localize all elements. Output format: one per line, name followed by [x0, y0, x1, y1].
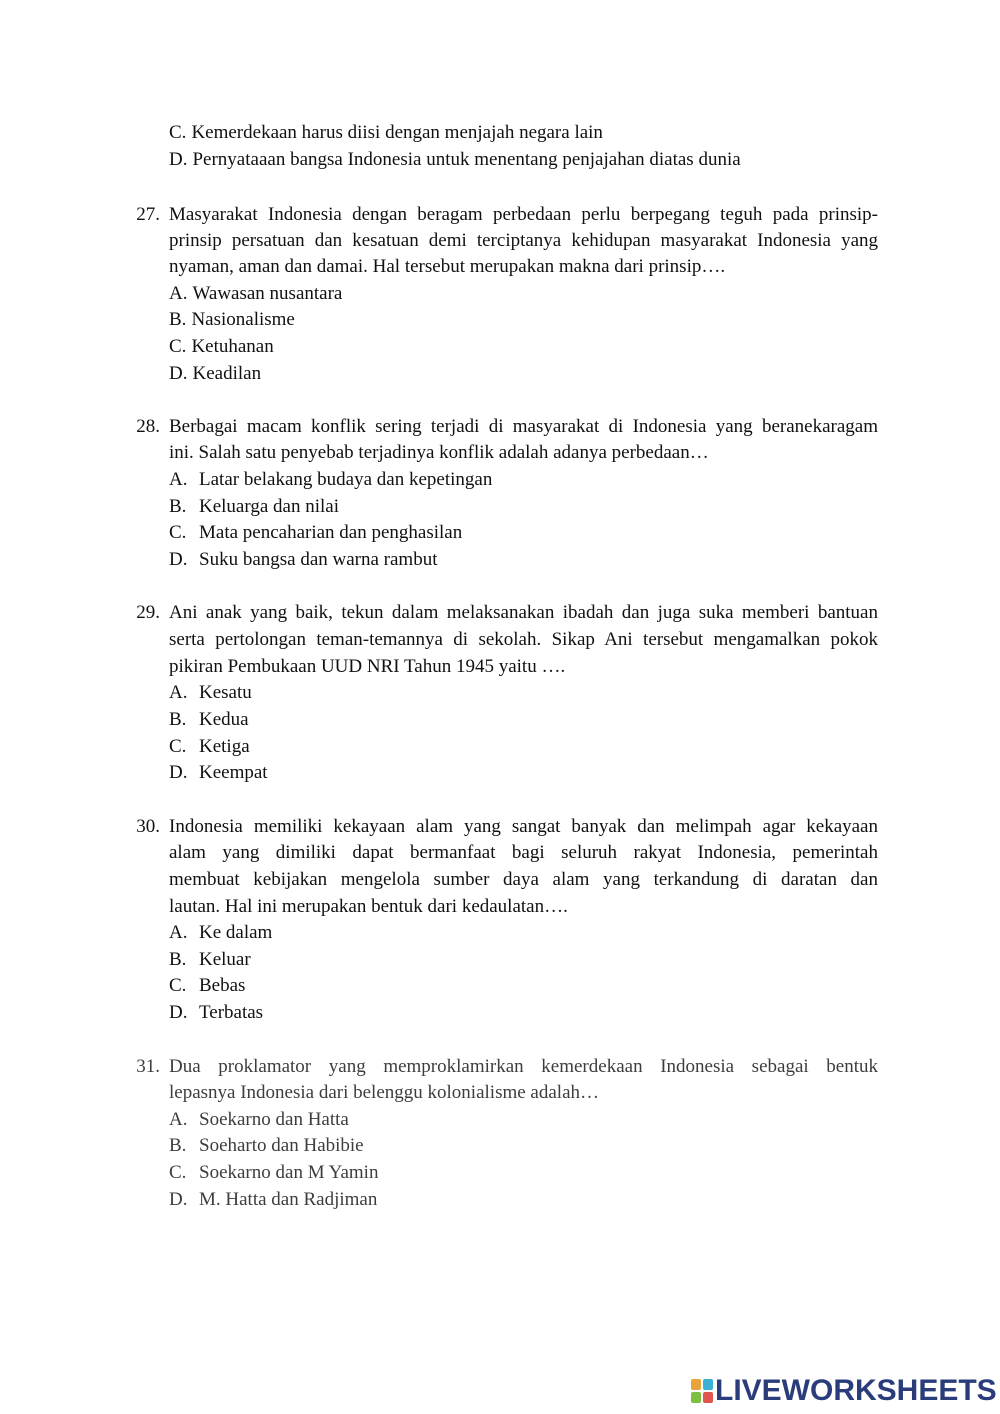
- option-d[interactable]: [169, 361, 261, 387]
- option-text: Soekarno dan M Yamin: [199, 1162, 379, 1183]
- option-letter: D.: [169, 762, 188, 783]
- logo-wordmark: LIVEWORKSHEETS: [715, 1374, 997, 1407]
- option-letter: A.: [169, 922, 188, 943]
- question-number: 28.: [136, 416, 160, 437]
- option-b[interactable]: [169, 947, 251, 973]
- option-d[interactable]: [169, 760, 268, 786]
- option-text: Mata pencaharian dan penghasilan: [199, 522, 463, 543]
- option-d[interactable]: [169, 1187, 377, 1213]
- carryover-option-d: [169, 147, 741, 173]
- option-text: Keluar: [199, 949, 251, 970]
- question-text-line: alam yang dimiliki dapat bermanfaat bagi seluruh rakyat Indonesia, pemerintah: [169, 842, 878, 863]
- option-c[interactable]: [169, 973, 245, 999]
- question-text-line: nyaman, aman dan damai. Hal tersebut merupakan makna dari prinsip….: [169, 256, 726, 277]
- carryover-option-c: [169, 120, 603, 146]
- option-letter: C.: [169, 522, 187, 543]
- option-text: Suku bangsa dan warna rambut: [199, 549, 438, 570]
- option-text: Pernyataaan bangsa Indonesia untuk menentang penjajahan diatas dunia: [192, 149, 741, 170]
- question-text-line: lautan. Hal ini merupakan bentuk dari kedaulatan….: [169, 896, 568, 917]
- question-text-line: lepasnya Indonesia dari belenggu kolonialisme adalah…: [169, 1082, 600, 1103]
- option-b[interactable]: [169, 307, 295, 333]
- option-text: Terbatas: [199, 1002, 264, 1023]
- liveworksheets-logo: [691, 1376, 997, 1406]
- option-a[interactable]: [169, 467, 492, 493]
- question-number: 29.: [136, 602, 160, 623]
- question-text-line: Dua proklamator yang memproklamirkan kemerdekaan Indonesia sebagai bentuk: [169, 1056, 878, 1077]
- option-letter: B.: [169, 496, 187, 517]
- option-text: Wawasan nusantara: [192, 283, 343, 304]
- option-c[interactable]: [169, 1160, 378, 1186]
- option-text: M. Hatta dan Radjiman: [199, 1189, 378, 1210]
- question-text-line: pikiran Pembukaan UUD NRI Tahun 1945 yaitu ….: [169, 656, 566, 677]
- option-a[interactable]: [169, 281, 342, 307]
- question-text-line: membuat kebijakan mengelola sumber daya alam yang terkandung di daratan dan: [169, 869, 878, 890]
- option-b[interactable]: [169, 707, 249, 733]
- option-letter: C.: [169, 336, 187, 357]
- logo-mark-icon: [691, 1379, 713, 1403]
- option-a[interactable]: [169, 1107, 349, 1133]
- option-text: Keadilan: [192, 363, 262, 384]
- option-letter: A.: [169, 469, 188, 490]
- option-letter: B.: [169, 949, 187, 970]
- option-text: Ke dalam: [199, 922, 273, 943]
- option-letter: A.: [169, 1109, 188, 1130]
- logo-square: [703, 1379, 713, 1390]
- option-text: Soeharto dan Habibie: [199, 1135, 364, 1156]
- option-letter: D.: [169, 149, 188, 170]
- option-text: Ketiga: [199, 736, 250, 757]
- question-text-line: ini. Salah satu penyebab terjadinya konflik adalah adanya perbedaan…: [169, 442, 709, 463]
- option-letter: A.: [169, 283, 188, 304]
- option-b[interactable]: [169, 1133, 364, 1159]
- logo-square: [703, 1392, 713, 1403]
- option-text: Ketuhanan: [191, 336, 274, 357]
- option-letter: C.: [169, 736, 187, 757]
- question-text-line: Indonesia memiliki kekayaan alam yang sangat banyak dan melimpah agar kekayaan: [169, 816, 878, 837]
- option-d[interactable]: [169, 547, 438, 573]
- option-letter: D.: [169, 1002, 188, 1023]
- option-text: Soekarno dan Hatta: [199, 1109, 349, 1130]
- question-text-line: Ani anak yang baik, tekun dalam melaksanakan ibadah dan juga suka memberi bantuan: [169, 602, 878, 623]
- option-text: Kesatu: [199, 682, 252, 703]
- option-text: Kedua: [199, 709, 249, 730]
- option-c[interactable]: [169, 334, 274, 360]
- option-a[interactable]: [169, 920, 272, 946]
- option-text: Latar belakang budaya dan kepetingan: [199, 469, 493, 490]
- question-number: 27.: [136, 204, 160, 225]
- option-letter: D.: [169, 363, 188, 384]
- option-letter: D.: [169, 1189, 188, 1210]
- option-c[interactable]: [169, 734, 250, 760]
- option-text: Nasionalisme: [191, 309, 295, 330]
- option-a[interactable]: [169, 680, 252, 706]
- option-text: Kemerdekaan harus diisi dengan menjajah negara lain: [191, 122, 603, 143]
- option-d[interactable]: [169, 1000, 263, 1026]
- option-letter: B.: [169, 709, 187, 730]
- option-text: Keempat: [199, 762, 268, 783]
- option-letter: C.: [169, 975, 187, 996]
- option-b[interactable]: [169, 494, 339, 520]
- question-text-line: Masyarakat Indonesia dengan beragam perbedaan perlu berpegang teguh pada prinsip-: [169, 204, 878, 225]
- question-text-line: Berbagai macam konflik sering terjadi di masyarakat di Indonesia yang beranekaragam: [169, 416, 878, 437]
- question-number: 31.: [136, 1056, 160, 1077]
- question-number: 30.: [136, 816, 160, 837]
- option-c[interactable]: [169, 520, 462, 546]
- question-text-line: prinsip persatuan dan kesatuan demi terciptanya kehidupan masyarakat Indonesia yang: [169, 230, 878, 251]
- option-letter: D.: [169, 549, 188, 570]
- option-text: Keluarga dan nilai: [199, 496, 339, 517]
- option-letter: C.: [169, 1162, 187, 1183]
- option-letter: A.: [169, 682, 188, 703]
- logo-square: [691, 1379, 701, 1390]
- logo-square: [691, 1392, 701, 1403]
- option-letter: B.: [169, 1135, 187, 1156]
- question-text-line: serta pertolongan teman-temannya di sekolah. Sikap Ani tersebut mengamalkan pokok: [169, 629, 878, 650]
- option-letter: C.: [169, 122, 187, 143]
- option-letter: B.: [169, 309, 187, 330]
- option-text: Bebas: [199, 975, 246, 996]
